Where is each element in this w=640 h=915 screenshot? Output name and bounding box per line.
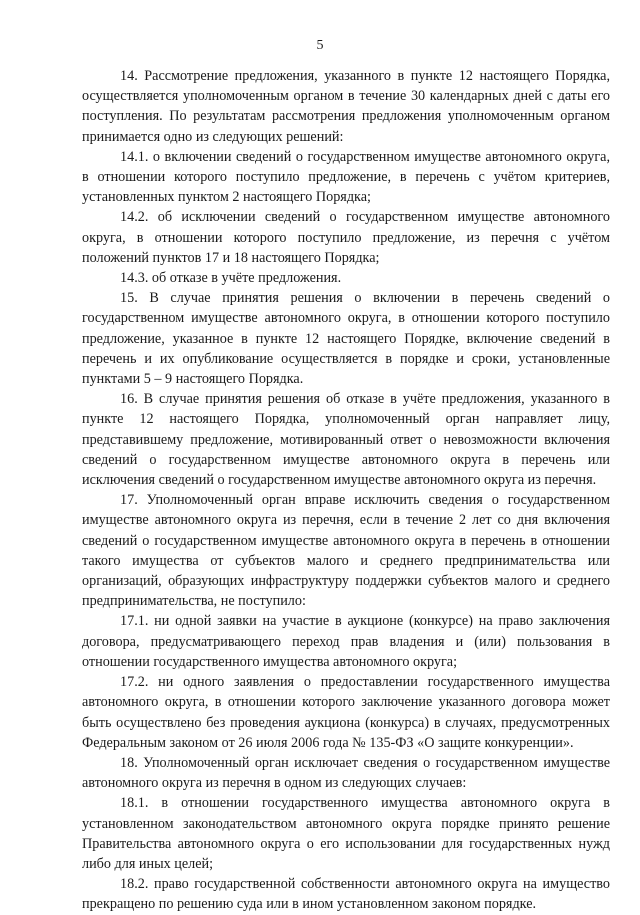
paragraph-18-1: 18.1. в отношении государственного имущества автономного округа в установленном законодательством автономного округа порядке принято решение Правительства автономного округа о его использовании для государственных нужд либо для иных целей;	[82, 795, 610, 872]
paragraph-17-1: 17.1. ни одной заявки на участие в аукционе (конкурсе) на право заключения договора, предусматривающего переход прав владения и (или) пользования в отношении государственного имущества автономного округа;	[82, 613, 610, 670]
paragraph-18: 18. Уполномоченный орган исключает сведения о государственном имуществе автономного округа из перечня в одном из следующих случаев:	[82, 754, 610, 792]
paragraph-18-2: 18.2. право государственной собственности автономного округа на имущество прекращено по решению суда или в ином установленном законом порядке.	[82, 876, 610, 913]
paragraph-17: 17. Уполномоченный орган вправе исключить сведения о государственном имуществе автономного округа из перечня, если в течение 2 лет со дня включения сведений о государственном имуществе автономного округа в перечень в отношении такого имущества от субъектов малого и среднего предпринимательства или организаций, образующих инфраструктуру поддержки субъектов малого и среднего предпринимательства, не поступило:	[82, 492, 610, 610]
paragraph-15: 15. В случае принятия решения о включении в перечень сведений о государственном имуществе автономного округа, в отношении которого поступило предложение, указанное в пункте 12 настоящего Порядке, включение сведений в перечень и их опубликование осуществляется в порядке и сроки, установленные пунктами 5 – 9 настоящего Порядка.	[82, 290, 610, 388]
document-body	[82, 66, 610, 915]
paragraph-14: 14. Рассмотрение предложения, указанного в пункте 12 настоящего Порядка, осуществляется уполномоченным органом в течение 30 календарных дней с даты его поступления. По результатам рассмотрения предложения уполномоченным органом принимается одно из следующих решений:	[82, 68, 610, 145]
paragraph-16: 16. В случае принятия решения об отказе в учёте предложения, указанного в пункте 12 настоящего Порядка, уполномоченный орган направляет лицу, представившему предложение, мотивированный ответ о невозможности включения сведений о государственном имуществе автономного округа в перечень или исключения сведений о государственном имуществе автономного округа из перечня.	[82, 391, 610, 489]
paragraph-17-2: 17.2. ни одного заявления о предоставлении государственного имущества автономного округа, в отношении которого заключение указанного договора может быть осуществлено без проведения аукциона (конкурса) в случаях, предусмотренных Федеральным законом от 26 июля 2006 года № 135-ФЗ «О защите конкуренции».	[82, 674, 610, 751]
paragraph-14-3: 14.3. об отказе в учёте предложения.	[120, 270, 342, 287]
paragraph-14-2: 14.2. об исключении сведений о государственном имуществе автономного округа, в отношении которого поступило предложение, из перечня с учётом положений пунктов 17 и 18 настоящего Порядка;	[82, 209, 610, 266]
page-number: 5	[316, 38, 324, 53]
paragraph-14-1: 14.1. о включении сведений о государственном имуществе автономного округа, в отношении которого поступило предложение, в перечень с учётом критериев, установленных пунктом 2 настоящего Порядка;	[82, 148, 610, 206]
